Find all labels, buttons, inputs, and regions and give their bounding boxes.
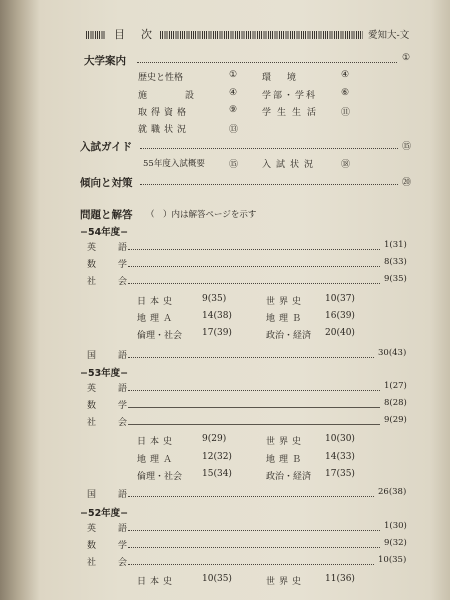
year-heading: −53年度− (80, 368, 129, 379)
subject-label: 英語 (87, 384, 150, 394)
subject-page: 30(43) (378, 348, 407, 358)
toc-item-page: ① (229, 70, 238, 80)
sub-subject: 日本史 (137, 297, 177, 307)
sub-subject: 地理Ｂ (266, 314, 306, 324)
subject-leader (128, 407, 380, 408)
subject-page: 8(28) (384, 398, 407, 408)
sub-subject: 世界史 (266, 437, 306, 447)
toc-item-page: ⑮ (229, 160, 239, 170)
sub-subject: 倫理・社会 (137, 331, 183, 341)
sub-subject: 世界史 (266, 577, 306, 587)
sub-subject-page: 20(40) (325, 328, 355, 338)
header-brand: 愛知大-文 (368, 30, 410, 41)
sub-subject: 倫理・社会 (137, 472, 183, 482)
section-mondai-kaito: 問題と解答 (80, 209, 133, 221)
toc-item: 歴史と性格 (138, 73, 184, 83)
section-note: （ ）内は解答ページを示す (146, 210, 257, 220)
subject-label: 英語 (87, 243, 150, 253)
toc-item-page: ⑨ (229, 105, 238, 115)
sub-subject-page: 9(29) (202, 434, 227, 444)
subject-label: 数学 (87, 260, 150, 270)
toc-item-page: ⑬ (229, 125, 239, 135)
header-title-2: 次 (141, 28, 153, 41)
subject-page: 10(35) (378, 555, 407, 565)
section-nyushi-guide: 入試ガイド (80, 141, 133, 153)
toc-item-page: ⑥ (341, 88, 350, 98)
subject-page: 8(33) (384, 257, 407, 267)
subject-page: 9(29) (384, 415, 407, 425)
sub-subject-page: 9(35) (202, 294, 227, 304)
toc-item-page: ⑪ (341, 108, 351, 118)
toc-item: 取得資格 (138, 108, 191, 118)
toc-item: 環境 (262, 73, 313, 83)
subject-page: 1(30) (384, 521, 407, 531)
sub-subject-page: 10(37) (325, 294, 355, 304)
subject-label: 国語 (87, 351, 150, 361)
sub-subject-page: 15(34) (202, 469, 232, 479)
subject-leader (128, 496, 374, 497)
section-leader (137, 62, 397, 63)
toc-item-page: ④ (229, 88, 238, 98)
section-page: ① (402, 53, 411, 63)
toc-item: 入試状況 (262, 160, 319, 170)
sub-subject: 地理Ｂ (266, 455, 306, 465)
subject-label: 社会 (87, 277, 150, 287)
sub-subject-page: 12(32) (202, 452, 232, 462)
subject-label: 社会 (87, 418, 150, 428)
subject-label: 国語 (87, 490, 150, 500)
toc-item-page: ⑱ (341, 160, 351, 170)
sub-subject-page: 16(39) (325, 311, 355, 321)
toc-item: 55年度入試概要 (143, 159, 205, 169)
sub-subject-page: 14(38) (202, 311, 232, 321)
sub-subject: 地理Ａ (137, 314, 177, 324)
header-hatch-right (160, 31, 363, 39)
subject-label: 数学 (87, 541, 150, 551)
subject-leader (128, 547, 380, 548)
sub-subject-page: 11(36) (325, 574, 355, 584)
toc-item: 学生生活 (262, 108, 323, 118)
sub-subject-page: 14(33) (325, 452, 355, 462)
section-daigaku-annai: 大学案内 (84, 55, 126, 67)
subject-leader (128, 283, 380, 284)
sub-subject: 日本史 (137, 437, 177, 447)
section-page: ⑳ (402, 178, 412, 188)
year-heading: −52年度− (80, 508, 129, 519)
subject-leader (128, 266, 380, 267)
subject-label: 数学 (87, 401, 150, 411)
toc-item: 施設 (138, 91, 233, 101)
subject-page: 26(38) (378, 487, 407, 497)
sub-subject: 世界史 (266, 297, 306, 307)
section-leader (140, 184, 398, 185)
section-leader (140, 148, 398, 149)
toc-item: 就職状況 (138, 125, 191, 135)
section-page: ⑮ (402, 142, 412, 152)
toc-item-page: ④ (341, 70, 350, 80)
subject-leader (128, 249, 380, 250)
subject-page: 9(35) (384, 274, 407, 284)
sub-subject: 政治・経済 (266, 472, 312, 482)
sub-subject-page: 10(30) (325, 434, 355, 444)
subject-leader (128, 390, 380, 391)
year-heading: −54年度− (80, 227, 129, 238)
header-title-1: 目 (114, 28, 126, 41)
subject-leader (128, 564, 374, 565)
subject-leader (128, 357, 374, 358)
section-keiko-taisaku: 傾向と対策 (80, 177, 133, 189)
subject-page: 1(27) (384, 381, 407, 391)
sub-subject-page: 10(35) (202, 574, 232, 584)
subject-page: 1(31) (384, 240, 407, 250)
subject-leader (128, 530, 380, 531)
sub-subject: 地理Ａ (137, 455, 177, 465)
subject-leader (128, 424, 380, 425)
sub-subject-page: 17(35) (325, 469, 355, 479)
sub-subject: 政治・経済 (266, 331, 312, 341)
sub-subject: 日本史 (137, 577, 177, 587)
sub-subject-page: 17(39) (202, 328, 232, 338)
subject-label: 社会 (87, 558, 150, 568)
header-hatch-left (86, 31, 106, 39)
toc-item: 学部・学科 (262, 91, 318, 101)
subject-label: 英語 (87, 524, 150, 534)
subject-page: 9(32) (384, 538, 407, 548)
